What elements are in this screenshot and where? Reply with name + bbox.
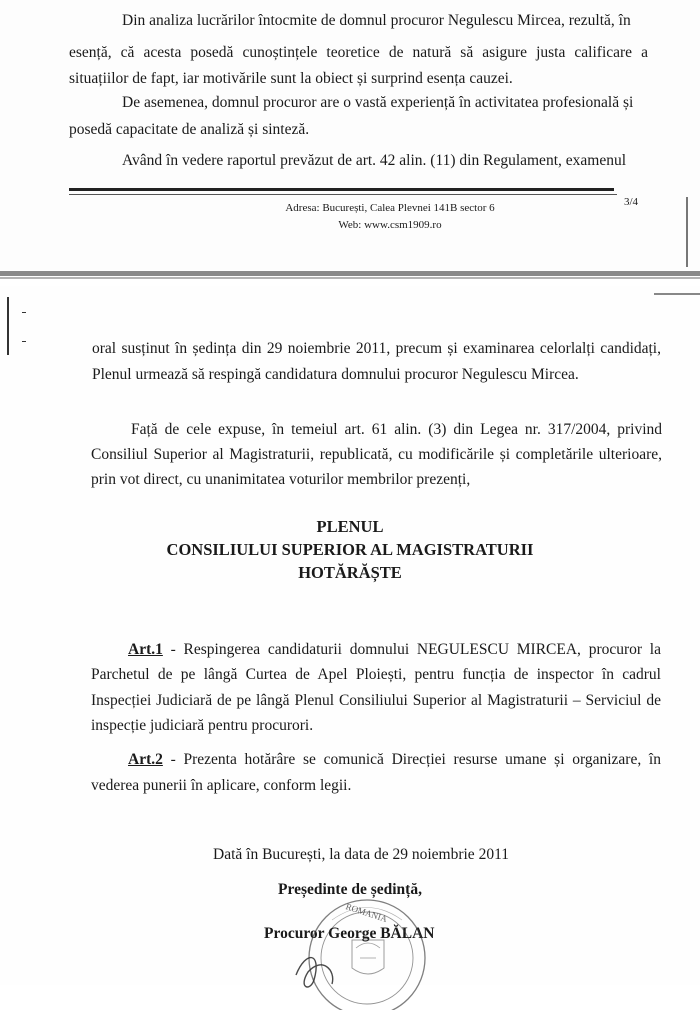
page4-para2-line2: Consiliul Superior al Magistraturii, republicată, cu modificările și completările ulterioare, [91,446,662,463]
page3-para1-line1: Din analiza lucrărilor întocmite de domnul procuror Negulescu Mircea, rezultă, în [122,12,631,29]
article-1-text: - Respingerea candidaturii domnului NEGULESCU MIRCEA, procuror la [162,641,661,658]
scan-mark [22,312,26,313]
page3-para1-line3: situațiilor de fapt, iar motivările sunt la obiect și surprind esența cauzei. [69,70,513,87]
decision-heading-council: CONSILIULUI SUPERIOR AL MAGISTRATURII [166,540,534,559]
page-divider-shadow [0,277,700,279]
page4-para1-line1: oral susținut în ședința din 29 noiembrie 2011, precum și examinarea celorlalți candidați, [92,340,661,357]
article-2-text: - Prezenta hotărâre se comunică Direcției resurse umane și organizare, în [162,751,661,768]
footer-web: Web: www.csm1909.ro [338,219,442,231]
footer-rule [69,188,614,191]
article-1-line2: Parchetul de pe lângă Curtea de Apel Ploiești, pentru funcția de inspector în cadrul [91,666,661,683]
scan-edge-top [654,293,700,295]
scan-edge [686,197,688,267]
article-2-label: Art.2 [128,751,163,768]
page4-para2-line1: Față de cele expuse, în temeiul art. 61 alin. (3) din Legea nr. 317/2004, privind [131,421,662,438]
article-1-label: Art.1 [128,641,163,658]
scan-mark [22,341,26,342]
page-3-fragment [0,0,700,270]
page3-para3-line1: Având în vedere raportul prevăzut de art. 42 alin. (11) din Regulament, examenul [122,152,626,169]
decision-heading-plenul: PLENUL [316,517,384,536]
stamp-text: ROMANIA [344,901,389,925]
signature-title: Președinte de ședință, [278,881,422,898]
footer-rule-thin [69,194,617,195]
article-1-line3: Inspecției Judiciară de pe lângă Plenul Consiliului Superior al Magistraturii – Serviciul de [91,692,661,709]
page3-para2-line1: De asemenea, domnul procuror are o vastă experiență în activitatea profesională și [122,94,634,111]
official-stamp [292,880,442,1010]
signature-name: Procuror George BĂLAN [264,925,435,942]
page3-para1-line2: esență, că acesta posedă cunoștințele teoretice de natură să asigure justa calificare a [69,44,648,61]
article-1-line1 [128,640,661,660]
decision-heading-hotaraste: HOTĂRĂȘTE [298,563,402,582]
article-2-line1 [128,750,661,770]
footer-address: Adresa: București, Calea Plevnei 141B sector 6 [285,202,495,214]
article-2-line2: vederea punerii în aplicare, conform legii. [91,777,352,794]
page4-para2-line3: prin vot direct, cu unanimitatea voturilor membrilor prezenți, [91,471,471,488]
article-1-line4: inspecție judiciară pentru procurori. [91,717,314,734]
page-divider [0,271,700,276]
page4-para1-line2: Plenul urmează să respingă candidatura domnului procuror Negulescu Mircea. [92,366,579,383]
page3-para2-line2: posedă capacitate de analiză și sinteză. [69,121,310,138]
scan-edge-left [7,297,9,355]
page-number: 3/4 [624,196,639,208]
date-line: Dată în București, la data de 29 noiembrie 2011 [213,846,509,863]
